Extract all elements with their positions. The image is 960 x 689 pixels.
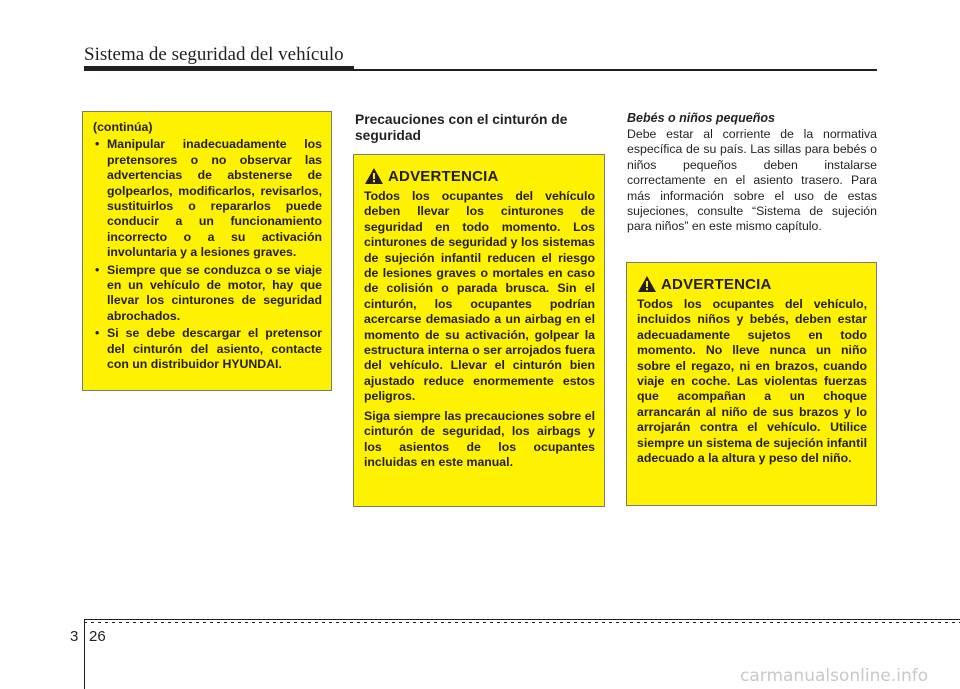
- warning-paragraph: Siga siempre las precauciones sobre el cinturón de seguridad, los airbags y los asientos de los ocupantes incluidas en este manual.: [364, 408, 595, 469]
- section-heading: Precauciones con el cinturón de seguridad: [355, 112, 568, 143]
- footer-rule: [84, 619, 960, 620]
- warning-box-seatbelt: [353, 154, 605, 507]
- bullet-item: [93, 326, 322, 372]
- warning-title: ADVERTENCIA: [388, 167, 499, 185]
- bullet-text: Si se debe descargar el pretensor del cinturón del asiento, contacte con un distribuidor HYUNDAI.: [107, 326, 322, 372]
- warning-box-children: [626, 262, 877, 506]
- continued-label: (continúa): [93, 120, 153, 134]
- warning-title: ADVERTENCIA: [661, 275, 772, 293]
- bullet-dot: •: [95, 137, 100, 152]
- watermark: carmanualsonline.info: [740, 666, 929, 686]
- warning-triangle-icon: [364, 167, 384, 185]
- bullet-item: [93, 137, 322, 260]
- continued-warning-box: [82, 111, 332, 391]
- warning-header: [637, 275, 867, 293]
- footer-dotted-rule: [84, 622, 960, 623]
- chapter-number: 3: [70, 628, 79, 645]
- page-header-title: Sistema de seguridad del vehículo: [84, 44, 344, 65]
- bullet-text: Siempre que se conduzca o se viaje en un vehículo de motor, hay que llevar los cinturones de seguridad abrochados.: [107, 262, 322, 323]
- subsection-heading: Bebés o niños pequeños: [627, 111, 775, 125]
- subsection-body: Debe estar al corriente de la normativa específica de su país. Las sillas para bebés o niños pequeños deben instalarse correctamente en el asiento trasero. Para más información sobre el uso de estas sujeciones, consulte “Sistema de sujeción para niños” en este mismo capítulo.: [627, 127, 877, 234]
- warning-triangle-icon: [637, 275, 657, 293]
- header-rule-thick: [84, 66, 354, 71]
- bullet-dot: •: [95, 326, 100, 341]
- warning-paragraph: Todos los ocupantes del vehículo, incluidos niños y bebés, deben estar adecuadamente sujetos en todo momento. No lleve nunca un niño sobre el regazo, ni en brazos, cuando viaje en coche. Las violentas fuerzas que acompañan a un choque arrancarán al niño de sus brazos y lo arrojarán contra el vehículo. Utilice siempre un sistema de sujeción infantil adecuado a la altura y peso del niño.: [637, 297, 867, 466]
- bullet-dot: •: [95, 262, 100, 277]
- warning-header: [364, 167, 595, 185]
- header-rule-thin: [354, 69, 877, 71]
- warning-paragraph: Todos los ocupantes del vehículo deben llevar los cinturones de seguridad en todo momento. Los cinturones de seguridad y los sistemas de sujeción infantil reducen el riesgo de lesiones graves o mortales en caso de colisión o parada brusca. Sin el cinturón, los ocupantes podrían acercarse demasiado a un airbag en el momento de su activación, golpear la estructura interna o ser arrojados fuera del vehículo. Llevar el cinturón bien ajustado reduce enormemente estos peligros.: [364, 189, 595, 404]
- page-number: 26: [89, 628, 106, 645]
- continued-bullet-list: [93, 137, 322, 372]
- footer-divider: [84, 619, 85, 689]
- bullet-item: [93, 263, 322, 325]
- bullet-text: Manipular inadecuadamente los pretensores o no observar las advertencias de abstenerse de golpearlos, modificarlos, revisarlos, sustituirlos o repararlos puede conducir a un funcionamiento incorrecto o a su activación involuntaria y a lesiones graves.: [107, 137, 322, 260]
